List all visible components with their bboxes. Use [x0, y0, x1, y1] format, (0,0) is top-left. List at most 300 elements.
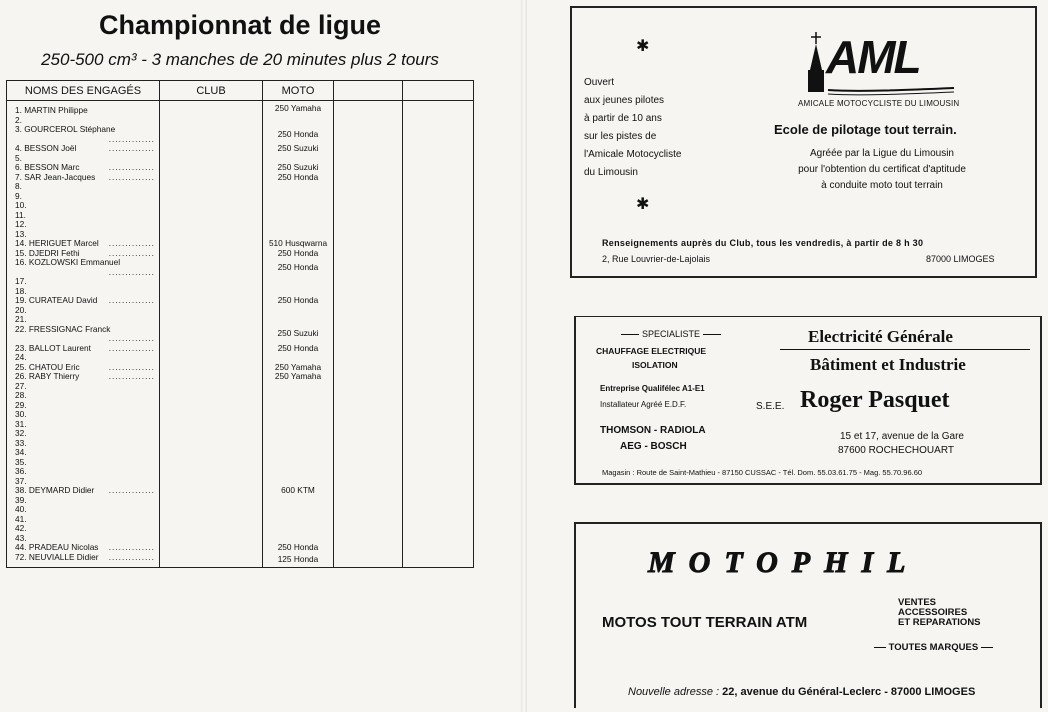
- club-cell: [160, 154, 263, 164]
- entrant-name: [7, 486, 160, 496]
- table-row: [7, 277, 474, 287]
- moto-cell: 125 Honda: [263, 553, 334, 568]
- approval-line: à conduite moto tout terrain: [821, 180, 943, 191]
- entrant-name-text: 37.: [15, 475, 27, 486]
- blank-cell: [403, 201, 474, 211]
- moto-cell: [263, 524, 334, 534]
- club-cell: [160, 372, 263, 382]
- service-line: VENTES: [898, 597, 937, 608]
- moto-cell: [263, 496, 334, 506]
- blank-cell: [403, 524, 474, 534]
- table-row: [7, 220, 474, 230]
- entrant-name: [7, 125, 160, 144]
- club-cell: [160, 277, 263, 287]
- approval-text: [742, 146, 1022, 194]
- moto-cell: 250 Suzuki: [263, 144, 334, 154]
- club-cell: [160, 448, 263, 458]
- moto-cell: [263, 220, 334, 230]
- table-row: [7, 505, 474, 515]
- entrant-name-text: 14. HERIGUET Marcel: [15, 238, 99, 248]
- blank-cell: [334, 553, 403, 568]
- blank-cell: [334, 467, 403, 477]
- entrant-name-text: 31.: [15, 418, 27, 429]
- heating-label: CHAUFFAGE ELECTRIQUE: [596, 346, 707, 356]
- entrant-name-text: 40.: [15, 504, 27, 514]
- blank-cell: [403, 163, 474, 173]
- moto-cell: [263, 429, 334, 439]
- aml-city: 87000 LIMOGES: [926, 254, 995, 264]
- blank-cell: [334, 477, 403, 487]
- leader-dots: ..............: [108, 238, 155, 248]
- club-cell: [160, 515, 263, 525]
- blank-cell: [334, 296, 403, 306]
- blank-cell: [334, 515, 403, 525]
- blank-cell: [403, 154, 474, 164]
- blank-cell: [334, 410, 403, 420]
- club-cell: [160, 173, 263, 183]
- club-cell: [160, 144, 263, 154]
- moto-cell: [263, 391, 334, 401]
- leader-dots: ..............: [108, 485, 155, 495]
- club-cell: [160, 296, 263, 306]
- club-cell: [160, 230, 263, 240]
- blank-cell: [334, 344, 403, 354]
- aml-intro-line: du Limousin: [584, 167, 638, 178]
- blank-cell: [334, 372, 403, 382]
- entrant-name: [7, 144, 160, 154]
- entrant-name-text: 15. DJEDRI Fethi: [15, 247, 80, 258]
- entrant-name: [7, 201, 160, 211]
- leader-dots: ..............: [108, 371, 155, 381]
- blank-cell: [403, 401, 474, 411]
- club-cell: [160, 325, 263, 344]
- entrant-name: [7, 553, 160, 568]
- club-cell: [160, 524, 263, 534]
- blank-cell: [403, 230, 474, 240]
- blank-cell: [403, 382, 474, 392]
- entrant-name-text: 33.: [15, 437, 27, 448]
- blank-cell: [334, 401, 403, 411]
- aml-intro-line: l'Amicale Motocycliste: [584, 149, 682, 160]
- table-row: [7, 420, 474, 430]
- entrant-name: [7, 325, 160, 344]
- blank-cell: [403, 439, 474, 449]
- entrant-name-text: 23. BALLOT Laurent: [15, 342, 91, 353]
- entrant-name: [7, 182, 160, 192]
- blank-cell: [403, 192, 474, 202]
- entrant-name: [7, 429, 160, 439]
- club-cell: [160, 477, 263, 487]
- entrant-name-text: 1. MARTIN Philippe: [15, 105, 88, 115]
- blank-cell: [403, 144, 474, 154]
- entrant-name-text: 8.: [15, 181, 22, 191]
- service-line: ACCESSOIRES: [898, 607, 968, 618]
- leader-dots: ..............: [108, 342, 155, 353]
- address-label: Nouvelle adresse :: [628, 686, 720, 698]
- address-value: 22, avenue du Général-Leclerc - 87000 LIMOGES: [722, 686, 976, 698]
- aml-address: 2, Rue Louvrier-de-Lajolais: [602, 254, 711, 264]
- aml-intro-line: aux jeunes pilotes: [584, 95, 665, 106]
- entrant-name-text: 35.: [15, 456, 27, 467]
- entrant-name-text: 5.: [15, 152, 22, 163]
- table-row: [7, 296, 474, 306]
- entrant-name-text: 19. CURATEAU David: [15, 295, 98, 305]
- page-subtitle: 250-500 cm³ - 3 manches de 20 minutes plus 2 tours: [41, 50, 439, 69]
- entrant-name: [7, 505, 160, 515]
- entrant-name-text: 30.: [15, 409, 27, 419]
- club-cell: [160, 101, 263, 116]
- moto-cell: 250 Suzuki: [263, 325, 334, 344]
- blank-cell: [334, 325, 403, 344]
- table-row: [7, 144, 474, 154]
- entrant-name-text: 20.: [15, 304, 27, 315]
- leader-dots: ..............: [108, 162, 155, 172]
- moto-cell: 250 Honda: [263, 296, 334, 306]
- blank-cell: [334, 363, 403, 373]
- school-title: Ecole de pilotage tout terrain.: [774, 122, 957, 137]
- blank-cell: [403, 410, 474, 420]
- blank-cell: [403, 249, 474, 259]
- approval-line: Agréée par la Ligue du Limousin: [810, 148, 954, 159]
- entrant-name: [7, 448, 160, 458]
- entrant-name: [7, 515, 160, 525]
- blank-cell: [334, 144, 403, 154]
- entrant-name: [7, 439, 160, 449]
- entrant-name-text: 27.: [15, 380, 27, 391]
- club-cell: [160, 410, 263, 420]
- table-row: [7, 325, 474, 344]
- entrant-name: [7, 524, 160, 534]
- moto-cell: 250 Honda: [263, 173, 334, 183]
- blank-cell: [334, 201, 403, 211]
- motophil-services: [898, 598, 981, 628]
- table-row: [7, 173, 474, 183]
- entrant-name: [7, 467, 160, 477]
- aml-intro-line: sur les pistes de: [584, 131, 657, 142]
- club-cell: [160, 429, 263, 439]
- blank-cell: [403, 363, 474, 373]
- blank-cell: [334, 543, 403, 553]
- entrant-name: [7, 306, 160, 316]
- blank-cell: [403, 211, 474, 221]
- blank-cell: [334, 429, 403, 439]
- moto-cell: 250 Yamaha: [263, 363, 334, 373]
- entrant-name-text: 43.: [15, 532, 27, 543]
- table-row: [7, 410, 474, 420]
- table-row: [7, 258, 474, 277]
- specialist-label: [596, 329, 746, 339]
- blank-cell: [403, 315, 474, 325]
- moto-cell: [263, 448, 334, 458]
- club-cell: [160, 505, 263, 515]
- table-row: [7, 382, 474, 392]
- see-address-2: 87600 ROCHECHOUART: [838, 445, 954, 456]
- blank-cell: [334, 182, 403, 192]
- blank-cell: [334, 458, 403, 468]
- column-header-club: CLUB: [160, 81, 263, 101]
- table-row: [7, 372, 474, 382]
- moto-cell: 250 Honda: [263, 258, 334, 277]
- blank-cell: [334, 496, 403, 506]
- table-header-row: [7, 81, 474, 101]
- aml-logo: AML: [826, 31, 920, 83]
- leader-dots: ..............: [108, 266, 155, 277]
- table-row: [7, 524, 474, 534]
- entrant-name-text: 7. SAR Jean-Jacques: [15, 171, 96, 182]
- entrant-name-text: 3. GOURCEROL Stéphane: [15, 124, 116, 134]
- club-cell: [160, 163, 263, 173]
- entrant-name: [7, 496, 160, 506]
- blank-cell: [334, 439, 403, 449]
- entrant-name-text: 36.: [15, 466, 27, 476]
- motophil-advert: [574, 522, 1042, 708]
- club-cell: [160, 496, 263, 506]
- entrant-name-text: 44. PRADEAU Nicolas: [15, 542, 99, 552]
- entries-table: [6, 80, 474, 568]
- club-cell: [160, 192, 263, 202]
- entrant-name-text: 4. BESSON Joël: [15, 143, 77, 153]
- entrant-name-text: 38. DEYMARD Didier: [15, 485, 95, 495]
- see-heading-1: Electricité Générale: [808, 327, 953, 346]
- club-cell: [160, 116, 263, 126]
- club-cell: [160, 315, 263, 325]
- table-row: [7, 391, 474, 401]
- motophil-logo: MOTOPHIL: [648, 546, 920, 579]
- moto-cell: [263, 382, 334, 392]
- brands-text: TOUTES MARQUES: [888, 642, 979, 653]
- blank-cell: [403, 125, 474, 144]
- blank-cell: [403, 101, 474, 116]
- blank-cell: [334, 524, 403, 534]
- entrant-name: [7, 410, 160, 420]
- blank-cell: [403, 116, 474, 126]
- entrant-name-text: 12.: [15, 219, 27, 229]
- club-cell: [160, 125, 263, 144]
- entrant-name-text: 21.: [15, 314, 27, 324]
- specialist-text: SPECIALISTE: [641, 329, 701, 339]
- see-heading-2: Bâtiment et Industrie: [810, 355, 966, 374]
- club-cell: [160, 182, 263, 192]
- blank-cell: [334, 420, 403, 430]
- entrant-name-text: 10.: [15, 200, 27, 210]
- table-row: [7, 344, 474, 354]
- moto-cell: 250 Suzuki: [263, 163, 334, 173]
- table-row: [7, 448, 474, 458]
- blank-cell: [334, 249, 403, 259]
- entrant-name: [7, 420, 160, 430]
- see-advert: [574, 316, 1042, 485]
- entrant-name: [7, 344, 160, 354]
- entrant-name-text: 72. NEUVIALLE Didier: [15, 551, 99, 562]
- blank-cell: [334, 258, 403, 277]
- blank-cell: [403, 553, 474, 568]
- entrant-name: [7, 391, 160, 401]
- entrant-name-text: 25. CHATOU Eric: [15, 361, 80, 372]
- club-cell: [160, 439, 263, 449]
- blank-cell: [403, 353, 474, 363]
- table-row: [7, 458, 474, 468]
- club-cell: [160, 420, 263, 430]
- blank-cell: [403, 477, 474, 487]
- aml-intro-text: [584, 74, 682, 182]
- blank-cell: [403, 505, 474, 515]
- blank-cell: [403, 220, 474, 230]
- moto-cell: 250 Yamaha: [263, 101, 334, 116]
- moto-cell: [263, 277, 334, 287]
- blank-cell: [334, 125, 403, 144]
- blank-cell: [334, 505, 403, 515]
- club-cell: [160, 211, 263, 221]
- blank-cell: [334, 315, 403, 325]
- blank-cell: [403, 372, 474, 382]
- entrant-name-text: 34.: [15, 447, 27, 457]
- moto-cell: [263, 306, 334, 316]
- blank-cell: [334, 192, 403, 202]
- asterisk-icon: ✱: [636, 196, 650, 213]
- divider: [780, 349, 1030, 350]
- page-title: Championnat de ligue: [98, 10, 381, 40]
- blank-cell: [334, 211, 403, 221]
- blank-cell: [334, 163, 403, 173]
- edf-label: Installateur Agréé E.D.F.: [600, 400, 687, 409]
- blank-cell: [334, 101, 403, 116]
- table-row: [7, 486, 474, 496]
- moto-cell: 510 Husqwarna: [263, 239, 334, 249]
- service-line: ET REPARATIONS: [898, 617, 981, 628]
- blank-cell: [334, 173, 403, 183]
- club-cell: [160, 543, 263, 553]
- table-row: [7, 182, 474, 192]
- blank-cell: [334, 534, 403, 544]
- moto-cell: [263, 401, 334, 411]
- aml-intro-line: à partir de 10 ans: [584, 113, 662, 124]
- blank-cell: [403, 277, 474, 287]
- blank-cell: [334, 277, 403, 287]
- entrant-name-text: 18.: [15, 285, 27, 296]
- brands-label-1: THOMSON - RADIOLA: [600, 425, 706, 436]
- blank-cell: [334, 287, 403, 297]
- table-row: [7, 125, 474, 144]
- club-cell: [160, 201, 263, 211]
- club-cell: [160, 534, 263, 544]
- entrant-name-text: 2.: [15, 114, 22, 125]
- column-header-names: NOMS DES ENGAGÉS: [7, 81, 160, 101]
- blank-cell: [403, 344, 474, 354]
- qualif-label: Entreprise Qualifélec A1-E1: [600, 384, 705, 393]
- blank-cell: [403, 296, 474, 306]
- blank-cell: [403, 543, 474, 553]
- moto-cell: 250 Honda: [263, 249, 334, 259]
- leader-dots: ..............: [108, 551, 155, 562]
- table-row: [7, 192, 474, 202]
- table-row: [7, 429, 474, 439]
- see-footer: Magasin : Route de Saint-Mathieu - 87150 CUSSAC - Tél. Dom. 55.03.61.75 - Mag. 55.70.96.60: [602, 468, 923, 477]
- club-cell: [160, 239, 263, 249]
- entrant-name-text: 11.: [15, 209, 26, 220]
- blank-cell: [334, 306, 403, 316]
- entrant-name: [7, 173, 160, 183]
- isolation-label: ISOLATION: [632, 360, 678, 370]
- entrant-name: [7, 101, 160, 116]
- blank-cell: [403, 496, 474, 506]
- blank-cell: [334, 239, 403, 249]
- leader-dots: ..............: [108, 247, 155, 258]
- leader-dots: ..............: [108, 542, 155, 552]
- column-header-blank-2: [403, 81, 474, 101]
- leader-dots: ..............: [108, 133, 155, 144]
- info-line: Renseignements auprès du Club, tous les vendredis, à partir de 8 h 30: [602, 238, 924, 248]
- club-cell: [160, 306, 263, 316]
- entrant-name-text: 13.: [15, 228, 27, 239]
- column-header-blank-1: [334, 81, 403, 101]
- moto-cell: 250 Yamaha: [263, 372, 334, 382]
- entrant-name: [7, 458, 160, 468]
- leader-dots: ..............: [108, 333, 155, 343]
- aml-logo-caption: AMICALE MOTOCYCLISTE DU LIMOUSIN: [798, 99, 960, 108]
- blank-cell: [334, 382, 403, 392]
- entrant-name-text: 32.: [15, 428, 27, 438]
- table-row: [7, 211, 474, 221]
- see-abbrev: S.E.E.: [756, 401, 785, 412]
- moto-cell: [263, 211, 334, 221]
- entrant-name-text: 26. RABY Thierry: [15, 371, 80, 381]
- entrant-name: [7, 192, 160, 202]
- moto-cell: [263, 467, 334, 477]
- club-cell: [160, 249, 263, 259]
- moto-cell: [263, 410, 334, 420]
- table-row: [7, 553, 474, 568]
- page-fold: [521, 0, 527, 712]
- entrant-name: [7, 258, 160, 277]
- entrant-name: [7, 211, 160, 221]
- moto-cell: 250 Honda: [263, 344, 334, 354]
- club-cell: [160, 486, 263, 496]
- entrant-name: [7, 382, 160, 392]
- blank-cell: [403, 258, 474, 277]
- club-cell: [160, 353, 263, 363]
- approval-line: pour l'obtention du certificat d'aptitude: [798, 164, 966, 175]
- moto-cell: [263, 458, 334, 468]
- entrant-name-text: 28.: [15, 390, 27, 400]
- moto-cell: [263, 201, 334, 211]
- blank-cell: [403, 534, 474, 544]
- blank-cell: [403, 515, 474, 525]
- entrant-name-text: 41.: [15, 513, 27, 524]
- moto-cell: 250 Honda: [263, 125, 334, 144]
- blank-cell: [334, 353, 403, 363]
- blank-cell: [334, 391, 403, 401]
- club-cell: [160, 467, 263, 477]
- brands-label-2: AEG - BOSCH: [620, 441, 687, 452]
- table-row: [7, 515, 474, 525]
- moto-cell: [263, 315, 334, 325]
- blank-cell: [403, 173, 474, 183]
- leader-dots: ..............: [108, 171, 155, 182]
- table-row: [7, 496, 474, 506]
- blank-cell: [334, 486, 403, 496]
- club-cell: [160, 553, 263, 568]
- entrant-name-text: 22. FRESSIGNAC Franck: [15, 323, 111, 334]
- table-row: [7, 306, 474, 316]
- column-header-moto: MOTO: [263, 81, 334, 101]
- owner-name: Roger Pasquet: [800, 387, 950, 413]
- leader-dots: ..............: [108, 143, 155, 153]
- blank-cell: [334, 220, 403, 230]
- entrant-name-text: 42.: [15, 523, 27, 533]
- blank-cell: [403, 239, 474, 249]
- moto-cell: [263, 192, 334, 202]
- aml-advert: [570, 6, 1037, 278]
